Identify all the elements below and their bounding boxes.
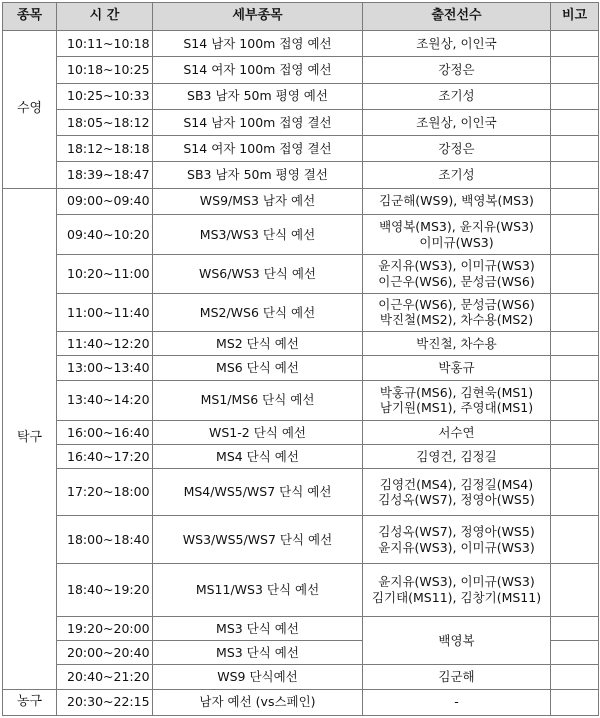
note-cell [551,136,599,162]
time-cell: 09:00~09:40 [57,188,153,214]
athlete-line: 강정은 [438,140,475,156]
note-cell [551,109,599,135]
athletes-cell [363,380,551,420]
table-row [3,689,599,715]
note-cell [551,616,599,640]
athletes-cell [363,515,551,563]
table-row [3,332,599,356]
time-cell: 20:00~20:40 [57,641,153,665]
event-cell: S14 남자 100m 접영 결선 [153,109,363,135]
note-cell [551,420,599,444]
time-cell: 10:20~11:00 [57,255,153,293]
note-cell [551,380,599,420]
header-athletes: 출전선수 [363,3,551,31]
event-cell: MS6 단식 예선 [153,356,363,380]
header-sport: 종목 [3,3,57,31]
event-cell: MS3 단식 예선 [153,616,363,640]
header-time: 시 간 [57,3,153,31]
event-cell: MS1/MS6 단식 예선 [153,380,363,420]
sport-cell-swimming: 수영 [3,31,57,189]
athlete-line: 박홍규 [438,360,475,376]
athlete-line: 이근우(WS6), 문성금(WS6) [378,296,535,312]
athlete-line: 박홍규(MS6), 김현욱(MS1) [379,384,534,400]
time-cell: 20:30~22:15 [57,689,153,715]
note-cell [551,162,599,188]
time-cell: 09:40~10:20 [57,214,153,254]
athlete-line: 김성옥(WS7), 정영아(WS5) [378,523,535,539]
event-cell: S14 여자 100m 접영 결선 [153,136,363,162]
time-cell: 17:20~18:00 [57,469,153,515]
athlete-line: 남기원(MS1), 주영대(MS1) [379,400,534,416]
athletes-cell [363,665,551,689]
table-row [3,665,599,689]
header-event: 세부종목 [153,3,363,31]
athletes-cell [363,420,551,444]
athlete-line: 김군해(WS9), 백영복(MS3) [379,193,534,209]
athletes-cell [363,689,551,715]
athlete-line: 조원상, 이인국 [416,35,497,51]
table-row [3,57,599,83]
athletes-cell [363,445,551,469]
time-cell: 16:00~16:40 [57,420,153,444]
note-cell [551,214,599,254]
athlete-line: 박진철, 차수용 [416,335,497,351]
event-cell: MS3 단식 예선 [153,641,363,665]
header-note: 비고 [551,3,599,31]
athlete-line: 윤지유(WS3), 이미규(WS3) [378,539,535,555]
athlete-line: 김영건(MS4), 김정길(MS4) [379,476,534,492]
table-row [3,136,599,162]
event-cell: WS9/MS3 남자 예선 [153,188,363,214]
note-cell [551,356,599,380]
time-cell: 11:40~12:20 [57,332,153,356]
athletes-cell [363,83,551,109]
table-row [3,31,599,57]
athlete-line: - [454,694,459,710]
event-cell: 남자 예선 (vs스페인) [153,689,363,715]
time-cell: 18:39~18:47 [57,162,153,188]
sport-cell-table-tennis: 탁구 [3,188,57,689]
table-row [3,564,599,617]
athlete-line: 이미규(WS3) [419,234,494,250]
table-row [3,356,599,380]
table-row [3,162,599,188]
athlete-line: 김영건, 김정길 [416,448,497,464]
athlete-line: 백영복(MS3), 윤지유(WS3) [379,218,534,234]
athlete-line: 백영복 [438,632,475,648]
athletes-cell [363,356,551,380]
note-cell [551,665,599,689]
athletes-cell [363,616,551,664]
note-cell [551,445,599,469]
table-row [3,293,599,331]
time-cell: 10:25~10:33 [57,83,153,109]
table-row [3,420,599,444]
event-cell: S14 남자 100m 접영 예선 [153,31,363,57]
athlete-line: 조기성 [438,167,475,183]
time-cell: 20:40~21:20 [57,665,153,689]
event-cell: MS3/WS3 단식 예선 [153,214,363,254]
time-cell: 18:12~18:18 [57,136,153,162]
table-row [3,616,599,640]
time-cell: 13:40~14:20 [57,380,153,420]
event-cell: MS4/WS5/WS7 단식 예선 [153,469,363,515]
athlete-line: 윤지유(WS3), 이미규(WS3) [378,574,535,590]
table-row [3,445,599,469]
athletes-cell [363,293,551,331]
table-row [3,469,599,515]
sport-cell-basketball: 농구 [3,689,57,715]
athletes-cell [363,31,551,57]
athletes-cell [363,469,551,515]
time-cell: 13:00~13:40 [57,356,153,380]
athlete-line: 이근우(WS6), 문성금(WS6) [378,273,535,289]
athletes-cell [363,57,551,83]
note-cell [551,188,599,214]
time-cell: 18:40~19:20 [57,564,153,617]
athletes-cell [363,564,551,617]
athlete-line: 강정은 [438,62,475,78]
event-cell: S14 여자 100m 접영 예선 [153,57,363,83]
athletes-cell [363,188,551,214]
event-cell: MS2/WS6 단식 예선 [153,293,363,331]
note-cell [551,564,599,617]
note-cell [551,255,599,293]
table-row [3,255,599,293]
time-cell: 10:18~10:25 [57,57,153,83]
athlete-line: 서수연 [438,424,475,440]
time-cell: 10:11~10:18 [57,31,153,57]
athletes-cell [363,136,551,162]
note-cell [551,293,599,331]
event-cell: MS2 단식 예선 [153,332,363,356]
event-cell: MS11/WS3 단식 예선 [153,564,363,617]
athlete-line: 조원상, 이인국 [416,114,497,130]
table-row [3,109,599,135]
note-cell [551,332,599,356]
table-row [3,380,599,420]
header-row [3,3,599,31]
athlete-line: 윤지유(WS3), 이미규(WS3) [378,258,535,274]
schedule-table [2,2,599,716]
athletes-cell [363,162,551,188]
athletes-cell [363,109,551,135]
note-cell [551,689,599,715]
note-cell [551,31,599,57]
table-row [3,188,599,214]
event-cell: WS1-2 단식 예선 [153,420,363,444]
event-cell: WS6/WS3 단식 예선 [153,255,363,293]
athlete-line: 조기성 [438,88,475,104]
time-cell: 11:00~11:40 [57,293,153,331]
athlete-line: 박진철(MS2), 차수용(MS2) [379,312,534,328]
event-cell: SB3 남자 50m 평영 예선 [153,83,363,109]
athletes-cell [363,255,551,293]
athletes-cell [363,214,551,254]
note-cell [551,469,599,515]
note-cell [551,641,599,665]
table-row [3,515,599,563]
note-cell [551,515,599,563]
note-cell [551,57,599,83]
table-row [3,83,599,109]
time-cell: 18:00~18:40 [57,515,153,563]
event-cell: WS9 단식예선 [153,665,363,689]
athlete-line: 김군해 [438,669,475,685]
event-cell: WS3/WS5/WS7 단식 예선 [153,515,363,563]
note-cell [551,83,599,109]
athletes-cell [363,332,551,356]
time-cell: 16:40~17:20 [57,445,153,469]
event-cell: SB3 남자 50m 평영 결선 [153,162,363,188]
athlete-line: 김성옥(WS7), 정영아(WS5) [378,492,535,508]
event-cell: MS4 단식 예선 [153,445,363,469]
athlete-line: 김기태(MS11), 김창기(MS11) [371,590,542,606]
time-cell: 19:20~20:00 [57,616,153,640]
table-row [3,214,599,254]
time-cell: 18:05~18:12 [57,109,153,135]
